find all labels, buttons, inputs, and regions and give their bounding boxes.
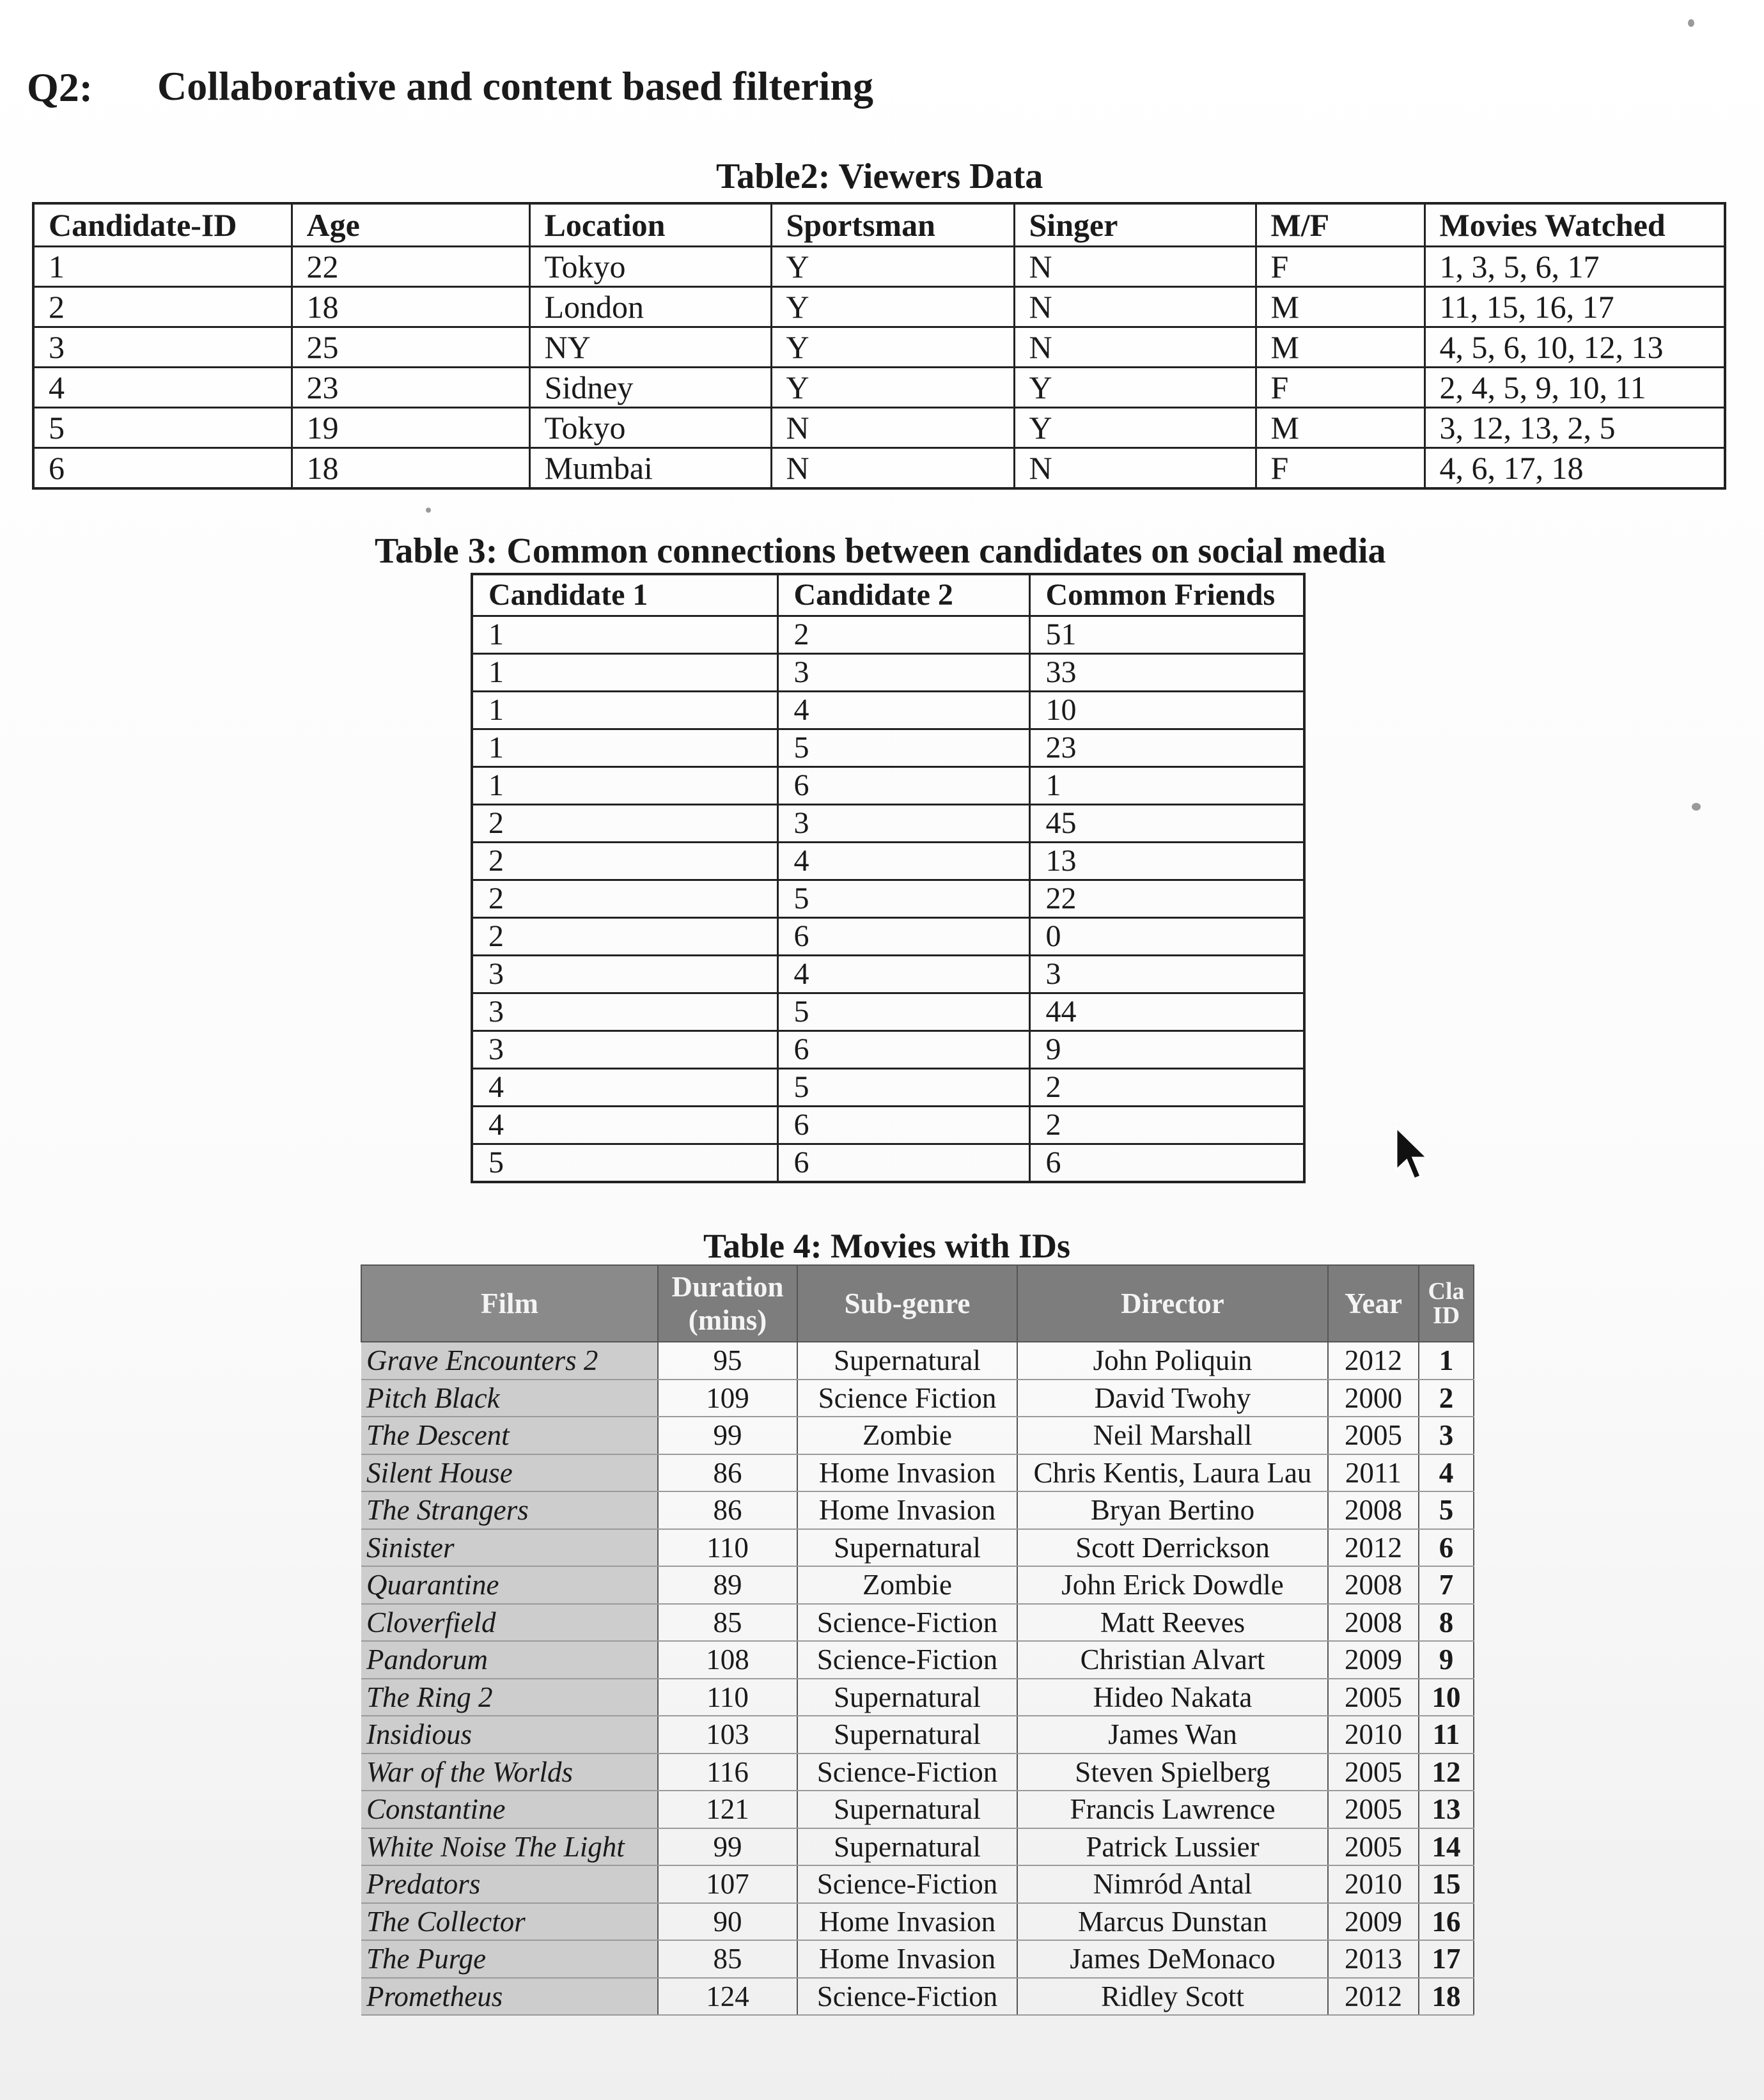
table-cell: 45 bbox=[1029, 805, 1304, 843]
table-row bbox=[472, 616, 1304, 654]
film-cell: The Descent bbox=[361, 1417, 658, 1454]
id-cell: 11 bbox=[1419, 1716, 1474, 1754]
table-cell: 4, 6, 17, 18 bbox=[1424, 448, 1725, 489]
id-cell: 16 bbox=[1419, 1903, 1474, 1941]
year-cell: 2005 bbox=[1328, 1828, 1419, 1866]
duration-cell: 89 bbox=[658, 1566, 797, 1604]
table-cell: 4 bbox=[777, 956, 1029, 993]
film-cell: Pandorum bbox=[361, 1641, 658, 1679]
table-cell: 1 bbox=[472, 654, 777, 692]
id-cell: 12 bbox=[1419, 1754, 1474, 1791]
table-cell: Y bbox=[771, 247, 1014, 287]
header-duration-line2: (mins) bbox=[688, 1304, 767, 1336]
table-row bbox=[33, 368, 1725, 408]
table-cell: 23 bbox=[292, 368, 529, 408]
director-cell: Hideo Nakata bbox=[1017, 1679, 1328, 1716]
table-cell: 1, 3, 5, 6, 17 bbox=[1424, 247, 1725, 287]
table-row bbox=[361, 1754, 1474, 1791]
table-cell: 10 bbox=[1029, 692, 1304, 729]
year-cell: 2005 bbox=[1328, 1754, 1419, 1791]
table-cell: F bbox=[1256, 368, 1424, 408]
table-cell: 1 bbox=[472, 767, 777, 805]
table-row bbox=[472, 729, 1304, 767]
table-row bbox=[361, 1641, 1474, 1679]
table-cell: M bbox=[1256, 327, 1424, 368]
table-row bbox=[361, 1454, 1474, 1492]
id-cell: 17 bbox=[1419, 1940, 1474, 1978]
table-row bbox=[472, 654, 1304, 692]
table-cell: 6 bbox=[1029, 1144, 1304, 1183]
table-row bbox=[361, 1791, 1474, 1828]
duration-cell: 86 bbox=[658, 1491, 797, 1529]
table-cell: 13 bbox=[1029, 843, 1304, 880]
subgenre-cell: Science-Fiction bbox=[797, 1978, 1017, 2016]
id-cell: 4 bbox=[1419, 1454, 1474, 1492]
table-cell: 1 bbox=[472, 616, 777, 654]
table-cell: 6 bbox=[777, 1031, 1029, 1069]
table-row bbox=[361, 1865, 1474, 1903]
header-id-line2: ID bbox=[1432, 1302, 1460, 1329]
duration-cell: 99 bbox=[658, 1828, 797, 1866]
year-cell: 2005 bbox=[1328, 1417, 1419, 1454]
viewers-data-table bbox=[32, 202, 1726, 490]
film-cell: Cloverfield bbox=[361, 1604, 658, 1642]
subgenre-cell: Home Invasion bbox=[797, 1491, 1017, 1529]
subgenre-cell: Home Invasion bbox=[797, 1940, 1017, 1978]
year-cell: 2012 bbox=[1328, 1529, 1419, 1567]
table-cell: 3 bbox=[472, 956, 777, 993]
table-cell: 5 bbox=[777, 729, 1029, 767]
table-cell: 6 bbox=[777, 1144, 1029, 1183]
table-header-cell: Singer bbox=[1014, 203, 1256, 247]
film-cell: The Collector bbox=[361, 1903, 658, 1941]
duration-cell: 95 bbox=[658, 1342, 797, 1380]
year-cell: 2010 bbox=[1328, 1865, 1419, 1903]
table-cell: 2 bbox=[472, 918, 777, 956]
table-header-cell: Candidate 1 bbox=[472, 574, 777, 616]
table-cell: 4 bbox=[777, 692, 1029, 729]
dust-speck bbox=[426, 508, 431, 513]
year-cell: 2000 bbox=[1328, 1380, 1419, 1417]
year-cell: 2009 bbox=[1328, 1641, 1419, 1679]
film-cell: Pitch Black bbox=[361, 1380, 658, 1417]
director-cell: David Twohy bbox=[1017, 1380, 1328, 1417]
table-cell: 3 bbox=[472, 1031, 777, 1069]
header-year: Year bbox=[1328, 1265, 1419, 1342]
table-cell: 2 bbox=[472, 843, 777, 880]
table-cell: 2 bbox=[33, 287, 292, 327]
table-row bbox=[361, 1342, 1474, 1380]
id-cell: 18 bbox=[1419, 1978, 1474, 2016]
duration-cell: 110 bbox=[658, 1529, 797, 1567]
table-row bbox=[472, 767, 1304, 805]
movies-table bbox=[361, 1264, 1474, 2016]
table-cell: 5 bbox=[33, 408, 292, 448]
film-cell: Quarantine bbox=[361, 1566, 658, 1604]
year-cell: 2011 bbox=[1328, 1454, 1419, 1492]
duration-cell: 103 bbox=[658, 1716, 797, 1754]
duration-cell: 86 bbox=[658, 1454, 797, 1492]
subgenre-cell: Zombie bbox=[797, 1417, 1017, 1454]
id-cell: 8 bbox=[1419, 1604, 1474, 1642]
table-cell: 0 bbox=[1029, 918, 1304, 956]
table-cell: 4 bbox=[33, 368, 292, 408]
table-row bbox=[472, 805, 1304, 843]
film-cell: War of the Worlds bbox=[361, 1754, 658, 1791]
table-cell: 3 bbox=[1029, 956, 1304, 993]
table-cell: 22 bbox=[292, 247, 529, 287]
table-cell: N bbox=[1014, 287, 1256, 327]
subgenre-cell: Home Invasion bbox=[797, 1903, 1017, 1941]
year-cell: 2012 bbox=[1328, 1978, 1419, 2016]
table-row bbox=[361, 1380, 1474, 1417]
director-cell: Scott Derrickson bbox=[1017, 1529, 1328, 1567]
table-row bbox=[33, 327, 1725, 368]
table-cell: 44 bbox=[1029, 993, 1304, 1031]
table-cell: 1 bbox=[33, 247, 292, 287]
table-cell: N bbox=[771, 408, 1014, 448]
id-cell: 5 bbox=[1419, 1491, 1474, 1529]
table-row bbox=[472, 1107, 1304, 1144]
director-cell: James Wan bbox=[1017, 1716, 1328, 1754]
duration-cell: 85 bbox=[658, 1604, 797, 1642]
table-cell: N bbox=[1014, 327, 1256, 368]
director-cell: Francis Lawrence bbox=[1017, 1791, 1328, 1828]
table-cell: 6 bbox=[777, 767, 1029, 805]
director-cell: Christian Alvart bbox=[1017, 1641, 1328, 1679]
table-cell: 4, 5, 6, 10, 12, 13 bbox=[1424, 327, 1725, 368]
table-cell: Y bbox=[771, 368, 1014, 408]
table-row bbox=[472, 993, 1304, 1031]
table-header-row bbox=[472, 574, 1304, 616]
table-cell: Y bbox=[1014, 368, 1256, 408]
table-cell: Y bbox=[771, 327, 1014, 368]
duration-cell: 90 bbox=[658, 1903, 797, 1941]
id-cell: 3 bbox=[1419, 1417, 1474, 1454]
id-cell: 1 bbox=[1419, 1342, 1474, 1380]
subgenre-cell: Science-Fiction bbox=[797, 1604, 1017, 1642]
subgenre-cell: Supernatural bbox=[797, 1679, 1017, 1716]
table-cell: 2 bbox=[472, 880, 777, 918]
table-cell: N bbox=[1014, 448, 1256, 489]
table-cell: 6 bbox=[777, 918, 1029, 956]
film-cell: Silent House bbox=[361, 1454, 658, 1492]
film-cell: Prometheus bbox=[361, 1978, 658, 2016]
director-cell: Patrick Lussier bbox=[1017, 1828, 1328, 1866]
table-row bbox=[472, 956, 1304, 993]
director-cell: Steven Spielberg bbox=[1017, 1754, 1328, 1791]
duration-cell: 85 bbox=[658, 1940, 797, 1978]
table-cell: NY bbox=[529, 327, 771, 368]
director-cell: John Poliquin bbox=[1017, 1342, 1328, 1380]
subgenre-cell: Science-Fiction bbox=[797, 1865, 1017, 1903]
table-cell: 4 bbox=[472, 1069, 777, 1107]
year-cell: 2009 bbox=[1328, 1903, 1419, 1941]
table-cell: F bbox=[1256, 448, 1424, 489]
table4-caption: Table 4: Movies with IDs bbox=[703, 1227, 1071, 1265]
id-cell: 6 bbox=[1419, 1529, 1474, 1567]
header-duration bbox=[658, 1265, 797, 1342]
table-cell: 11, 15, 16, 17 bbox=[1424, 287, 1725, 327]
header-id bbox=[1419, 1265, 1474, 1342]
dust-speck bbox=[1692, 803, 1701, 811]
id-cell: 15 bbox=[1419, 1865, 1474, 1903]
question-label: Q2: bbox=[27, 65, 93, 110]
director-cell: Neil Marshall bbox=[1017, 1417, 1328, 1454]
table-cell: 2, 4, 5, 9, 10, 11 bbox=[1424, 368, 1725, 408]
table-cell: 3 bbox=[777, 805, 1029, 843]
table-cell: Y bbox=[771, 287, 1014, 327]
table-row bbox=[472, 880, 1304, 918]
table-cell: M bbox=[1256, 287, 1424, 327]
table-cell: 9 bbox=[1029, 1031, 1304, 1069]
table-cell: 19 bbox=[292, 408, 529, 448]
subgenre-cell: Supernatural bbox=[797, 1529, 1017, 1567]
table-row bbox=[33, 448, 1725, 489]
year-cell: 2010 bbox=[1328, 1716, 1419, 1754]
table-cell: 51 bbox=[1029, 616, 1304, 654]
table-row bbox=[33, 408, 1725, 448]
table-cell: 2 bbox=[1029, 1107, 1304, 1144]
id-cell: 9 bbox=[1419, 1641, 1474, 1679]
subgenre-cell: Science Fiction bbox=[797, 1380, 1017, 1417]
table-header-cell: Movies Watched bbox=[1424, 203, 1725, 247]
film-cell: Predators bbox=[361, 1865, 658, 1903]
duration-cell: 110 bbox=[658, 1679, 797, 1716]
table3-caption: Table 3: Common connections between candidates on social media bbox=[375, 531, 1386, 571]
table-row bbox=[361, 1828, 1474, 1866]
subgenre-cell: Zombie bbox=[797, 1566, 1017, 1604]
table-row bbox=[361, 1491, 1474, 1529]
header-film: Film bbox=[361, 1265, 658, 1342]
director-cell: Ridley Scott bbox=[1017, 1978, 1328, 2016]
director-cell: Marcus Dunstan bbox=[1017, 1903, 1328, 1941]
id-cell: 2 bbox=[1419, 1380, 1474, 1417]
table-row bbox=[472, 843, 1304, 880]
table-cell: 4 bbox=[472, 1107, 777, 1144]
table-cell: 33 bbox=[1029, 654, 1304, 692]
duration-cell: 107 bbox=[658, 1865, 797, 1903]
table-cell: 18 bbox=[292, 287, 529, 327]
director-cell: Bryan Bertino bbox=[1017, 1491, 1328, 1529]
dust-speck bbox=[1688, 19, 1694, 27]
director-cell: James DeMonaco bbox=[1017, 1940, 1328, 1978]
table-row bbox=[472, 918, 1304, 956]
table-row bbox=[33, 287, 1725, 327]
table-cell: 5 bbox=[777, 993, 1029, 1031]
duration-cell: 108 bbox=[658, 1641, 797, 1679]
table-header-cell: Sportsman bbox=[771, 203, 1014, 247]
year-cell: 2005 bbox=[1328, 1791, 1419, 1828]
table-cell: 1 bbox=[472, 729, 777, 767]
table-cell: 1 bbox=[472, 692, 777, 729]
table-header-row bbox=[33, 203, 1725, 247]
table-header-cell: Common Friends bbox=[1029, 574, 1304, 616]
table-cell: 2 bbox=[777, 616, 1029, 654]
year-cell: 2008 bbox=[1328, 1604, 1419, 1642]
table-cell: 5 bbox=[472, 1144, 777, 1183]
table-cell: London bbox=[529, 287, 771, 327]
mouse-pointer-icon bbox=[1394, 1125, 1432, 1183]
film-cell: Sinister bbox=[361, 1529, 658, 1567]
table-cell: Sidney bbox=[529, 368, 771, 408]
table-row bbox=[361, 1679, 1474, 1716]
table-cell: 5 bbox=[777, 1069, 1029, 1107]
table-row bbox=[472, 1144, 1304, 1183]
id-cell: 7 bbox=[1419, 1566, 1474, 1604]
film-cell: Grave Encounters 2 bbox=[361, 1342, 658, 1380]
table-row bbox=[361, 1417, 1474, 1454]
id-cell: 14 bbox=[1419, 1828, 1474, 1866]
table-cell: 2 bbox=[1029, 1069, 1304, 1107]
film-cell: The Purge bbox=[361, 1940, 658, 1978]
subgenre-cell: Science-Fiction bbox=[797, 1754, 1017, 1791]
table-cell: M bbox=[1256, 408, 1424, 448]
subgenre-cell: Home Invasion bbox=[797, 1454, 1017, 1492]
table-cell: 6 bbox=[33, 448, 292, 489]
table-cell: N bbox=[771, 448, 1014, 489]
table-cell: 3 bbox=[472, 993, 777, 1031]
common-connections-table bbox=[471, 573, 1306, 1183]
id-cell: 10 bbox=[1419, 1679, 1474, 1716]
table-header-row bbox=[361, 1265, 1474, 1342]
table-cell: 3 bbox=[33, 327, 292, 368]
director-cell: Nimród Antal bbox=[1017, 1865, 1328, 1903]
id-cell: 13 bbox=[1419, 1791, 1474, 1828]
table-row bbox=[361, 1978, 1474, 2016]
table-cell: 25 bbox=[292, 327, 529, 368]
year-cell: 2005 bbox=[1328, 1679, 1419, 1716]
film-cell: The Ring 2 bbox=[361, 1679, 658, 1716]
film-cell: Constantine bbox=[361, 1791, 658, 1828]
duration-cell: 124 bbox=[658, 1978, 797, 2016]
header-duration-line1: Duration bbox=[671, 1271, 784, 1303]
table-header-cell: Location bbox=[529, 203, 771, 247]
table-cell: 23 bbox=[1029, 729, 1304, 767]
table-row bbox=[472, 692, 1304, 729]
subgenre-cell: Supernatural bbox=[797, 1791, 1017, 1828]
table-cell: F bbox=[1256, 247, 1424, 287]
subgenre-cell: Science-Fiction bbox=[797, 1641, 1017, 1679]
table-cell: Y bbox=[1014, 408, 1256, 448]
table-cell: 5 bbox=[777, 880, 1029, 918]
table-row bbox=[361, 1940, 1474, 1978]
year-cell: 2012 bbox=[1328, 1342, 1419, 1380]
table-cell: 1 bbox=[1029, 767, 1304, 805]
year-cell: 2008 bbox=[1328, 1491, 1419, 1529]
table-cell: 4 bbox=[777, 843, 1029, 880]
director-cell: John Erick Dowdle bbox=[1017, 1566, 1328, 1604]
table-row bbox=[361, 1604, 1474, 1642]
table-header-cell: M/F bbox=[1256, 203, 1424, 247]
table2-caption: Table2: Viewers Data bbox=[716, 157, 1043, 196]
year-cell: 2013 bbox=[1328, 1940, 1419, 1978]
table-cell: 3, 12, 13, 2, 5 bbox=[1424, 408, 1725, 448]
film-cell: Insidious bbox=[361, 1716, 658, 1754]
question-title: Collaborative and content based filtering bbox=[157, 63, 873, 109]
duration-cell: 99 bbox=[658, 1417, 797, 1454]
director-cell: Matt Reeves bbox=[1017, 1604, 1328, 1642]
duration-cell: 109 bbox=[658, 1380, 797, 1417]
table-cell: 18 bbox=[292, 448, 529, 489]
table-row bbox=[472, 1031, 1304, 1069]
table-row bbox=[361, 1903, 1474, 1941]
year-cell: 2008 bbox=[1328, 1566, 1419, 1604]
header-director: Director bbox=[1017, 1265, 1328, 1342]
table-cell: 2 bbox=[472, 805, 777, 843]
subgenre-cell: Supernatural bbox=[797, 1342, 1017, 1380]
table-cell: 3 bbox=[777, 654, 1029, 692]
table-cell: 6 bbox=[777, 1107, 1029, 1144]
table-cell: Mumbai bbox=[529, 448, 771, 489]
table-row bbox=[33, 247, 1725, 287]
subgenre-cell: Supernatural bbox=[797, 1716, 1017, 1754]
director-cell: Chris Kentis, Laura Lau bbox=[1017, 1454, 1328, 1492]
film-cell: White Noise The Light bbox=[361, 1828, 658, 1866]
table-header-cell: Age bbox=[292, 203, 529, 247]
header-subgenre: Sub-genre bbox=[797, 1265, 1017, 1342]
film-cell: The Strangers bbox=[361, 1491, 658, 1529]
table-row bbox=[361, 1566, 1474, 1604]
duration-cell: 121 bbox=[658, 1791, 797, 1828]
table-row bbox=[472, 1069, 1304, 1107]
table-row bbox=[361, 1716, 1474, 1754]
table-cell: 22 bbox=[1029, 880, 1304, 918]
table-header-cell: Candidate-ID bbox=[33, 203, 292, 247]
header-id-line1: Cla bbox=[1428, 1278, 1465, 1305]
table-cell: Tokyo bbox=[529, 408, 771, 448]
subgenre-cell: Supernatural bbox=[797, 1828, 1017, 1866]
table-cell: N bbox=[1014, 247, 1256, 287]
table-cell: Tokyo bbox=[529, 247, 771, 287]
table-row bbox=[361, 1529, 1474, 1567]
duration-cell: 116 bbox=[658, 1754, 797, 1791]
table-header-cell: Candidate 2 bbox=[777, 574, 1029, 616]
